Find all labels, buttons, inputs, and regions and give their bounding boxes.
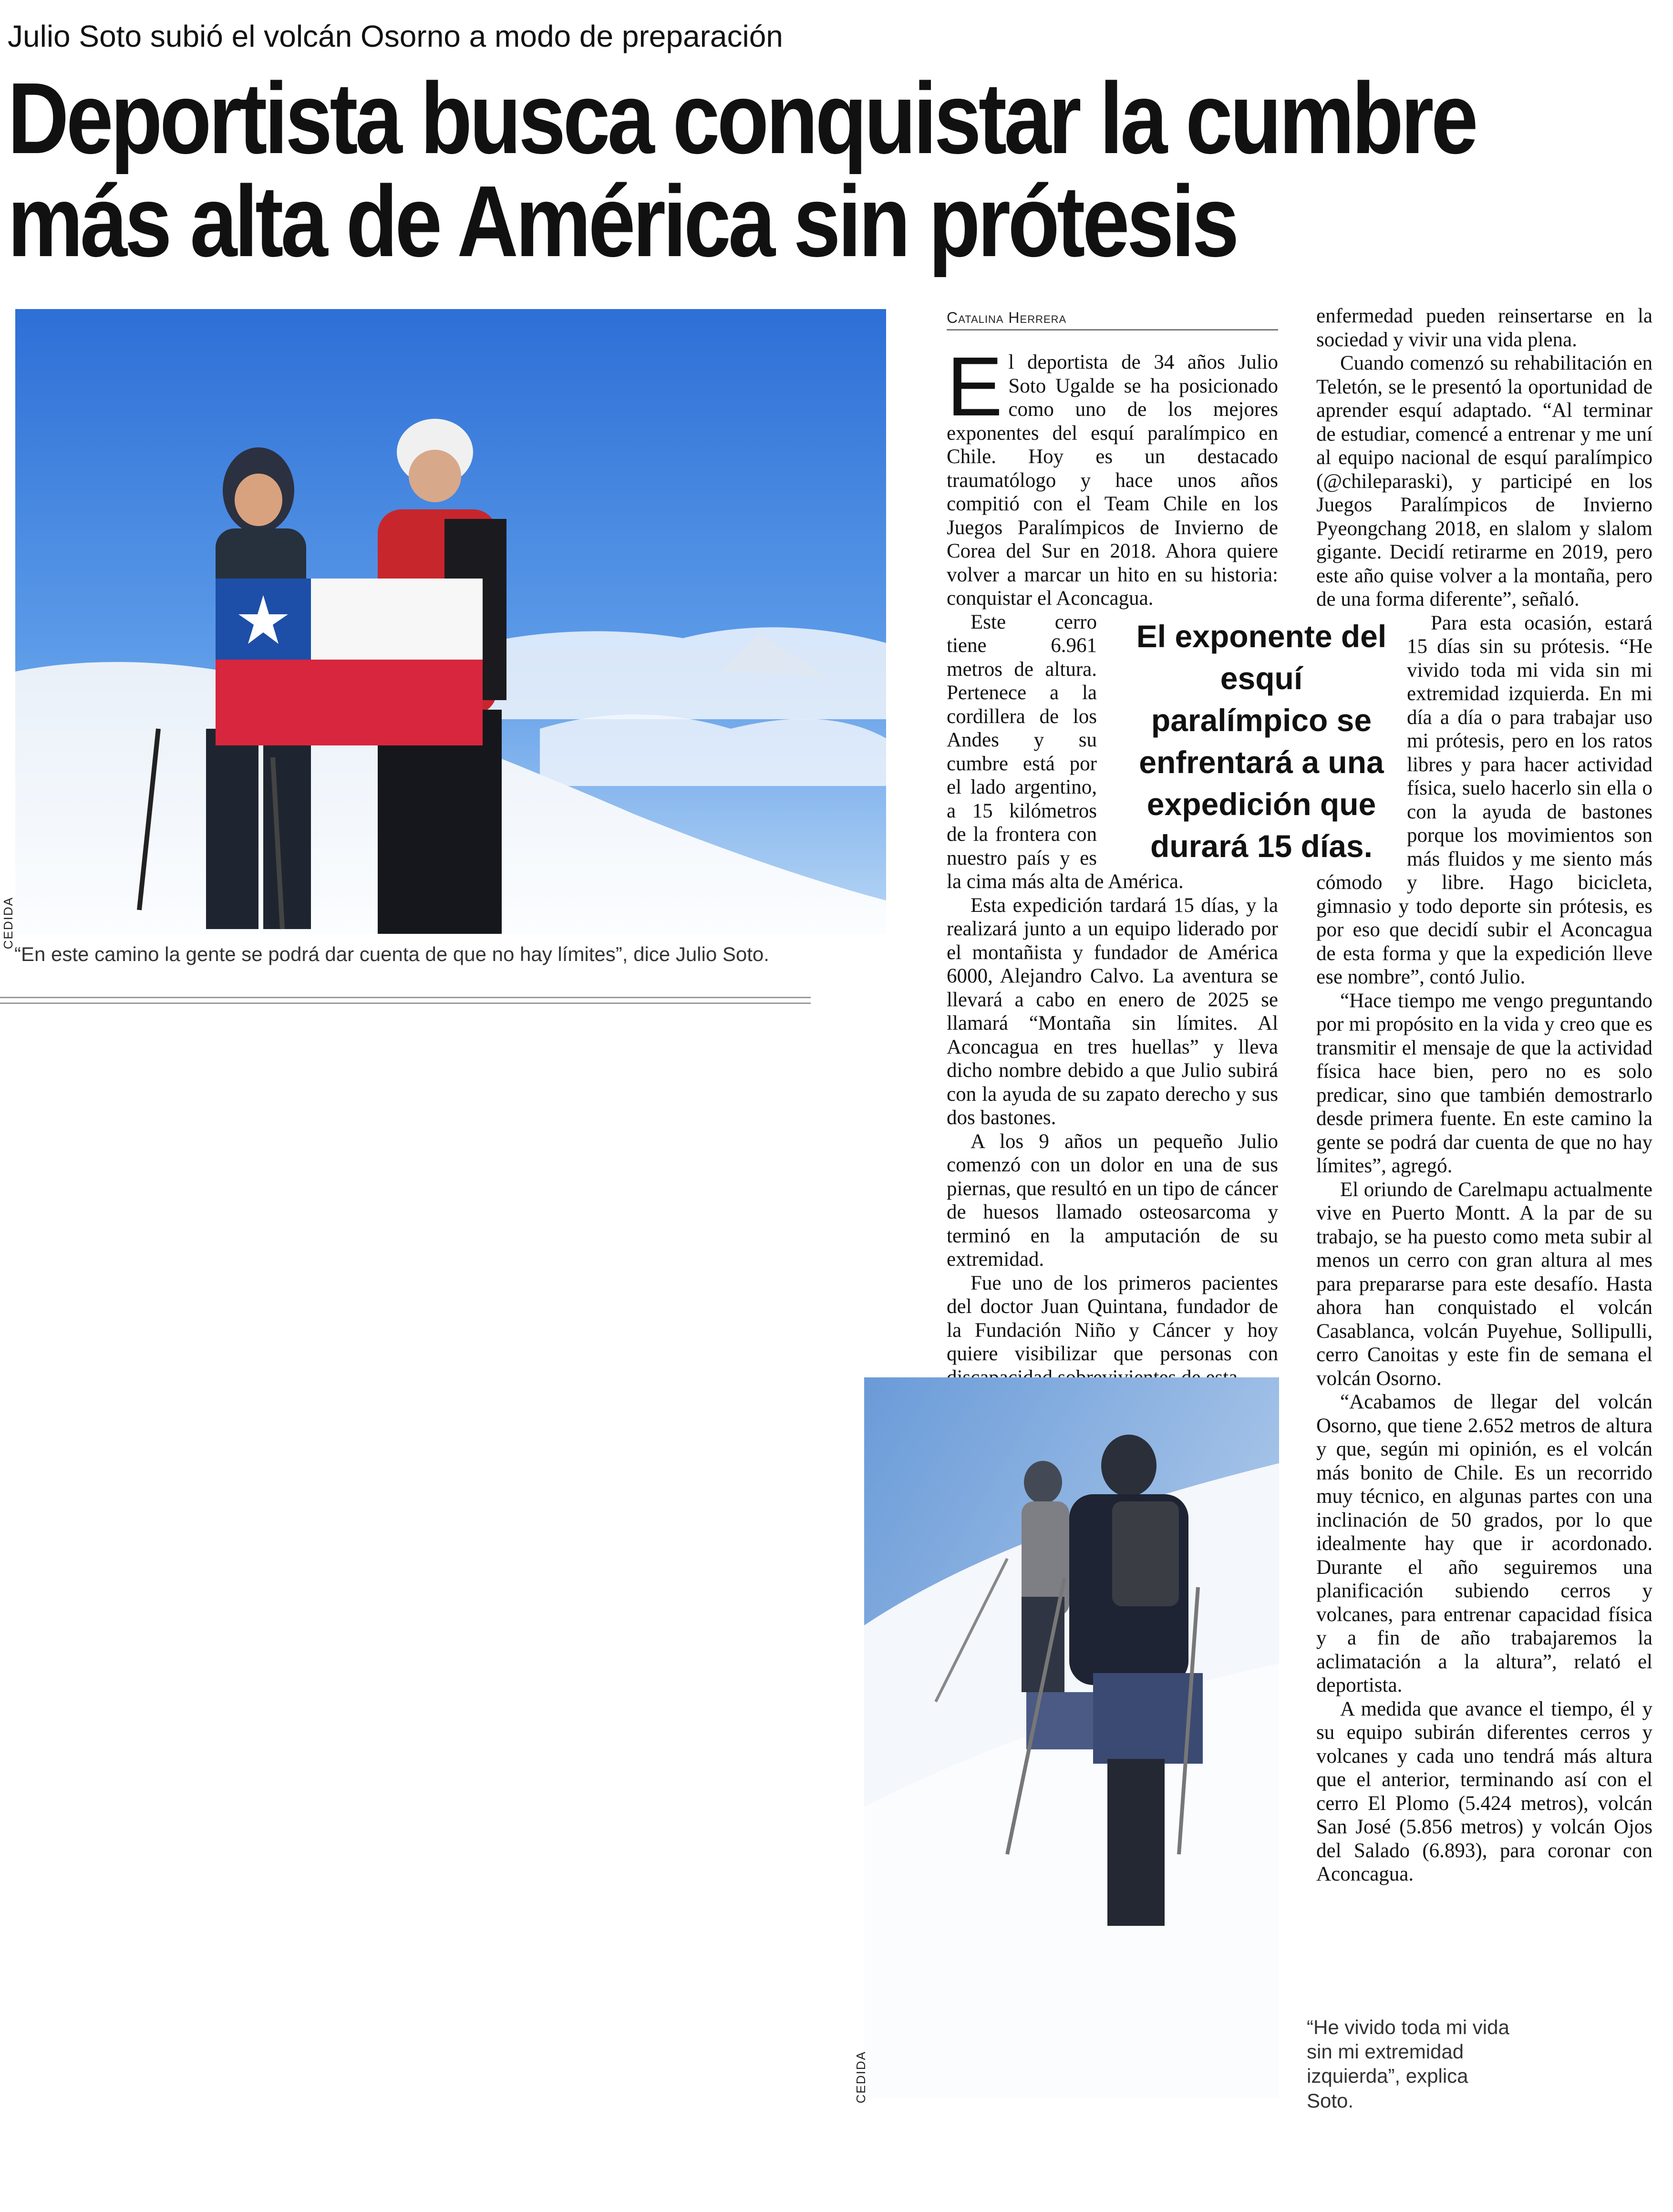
paragraph xyxy=(1316,611,1652,989)
paragraph: “Hace tiempo me vengo preguntando por mi propósito en la vida y creo que es transmitir el mensaje de que la actividad física hace bien, pero no es solo predicar, sino que también demostrarlo desde primera fuente. En este camino la gente se podrá dar cuenta de que no hay límites”, agregó. xyxy=(1316,989,1652,1177)
photo-credit: CEDIDA xyxy=(1,897,15,950)
drop-cap: E xyxy=(947,340,1003,434)
paragraph: A los 9 años un pequeño Julio comenzó con un dolor en una de sus piernas, que resultó en un tipo de cáncer de huesos llamado osteosarcoma y terminó en la amputación de su extremidad. xyxy=(947,1130,1278,1271)
paragraph-text: Cuando comenzó su rehabilitación en Teletón, se le presentó la oportunidad de aprender esquí adaptado. “Al terminar de estudiar, comencé a entrenar y me uní al equipo nacional de esquí paralímpico (@chileparaski), y participé en los Juegos Paralímpicos de Invierno Pyeongchang 2018, en slalom y slalom gigante. Decidí retirarme en 2019, pero este año quise volver a la montaña, pero de una forma diferente”, señaló. xyxy=(1316,352,1652,610)
paragraph: A medida que avance el tiempo, él y su equipo subirán diferentes cerros y volcanes y cada uno tendrá más altura que el anterior, terminando así con el cerro El Plomo (5.424 metros), volcán San José (5.856 metros) y volcán Ojos del Salado (6.893), para coronar con Aconcagua. xyxy=(1316,1697,1652,1885)
byline-rule xyxy=(947,329,1278,331)
paragraph xyxy=(947,340,1278,610)
headline-line-2: más alta de América sin prótesis xyxy=(8,165,1237,278)
climbing-photo-image xyxy=(864,1377,1279,2098)
paragraph: Esta expedición tardará 15 días, y la realizará junto a un equipo liderado por el montañista y fundador de América 6000, Alejandro Calvo. La aventura se llevará a cabo en enero de 2025 se llamará “Montaña sin límites. Al Aconcagua en tres huellas” y lleva dicho nombre debido a que Julio subirá con la ayuda de su zapato derecho y sus dos bastones. xyxy=(947,894,1278,1129)
paragraph xyxy=(1316,351,1652,611)
kicker: Julio Soto subió el volcán Osorno a modo de preparación xyxy=(8,19,783,53)
headline-line-1: Deportista busca conquistar la cumbre xyxy=(8,62,1476,175)
photo-caption: “He vivido toda mi vida sin mi extremidad izquierda”, explica Soto. xyxy=(1307,2016,1509,2112)
article-body-column-2 xyxy=(1316,304,1652,1886)
article-body-column-1 xyxy=(947,340,1278,1389)
summit-photo-image xyxy=(15,309,886,934)
byline: Catalina Herrera xyxy=(947,309,1067,326)
paragraph: enfermedad pueden reinsertarse en la sociedad y vivir una vida plena. xyxy=(1316,305,1652,351)
pull-quote-spacer xyxy=(1316,611,1407,869)
divider xyxy=(0,1003,811,1004)
pull-quote: El exponente del esquí paralímpico se enfrentará a una expedición que durará 15 días. xyxy=(1136,619,1387,864)
paragraph-text: Para esta ocasión, estará 15 días sin su prótesis. “He vivido toda mi vida sin mi extremidad izquierda. En mi día a día o para trabajar uso mi prótesis, pero en los ratos libres y para hacer actividad física, suelo hacerlo sin ella o con la ayuda de bastones porque los movimientos son más fluidos y me siento más cómodo y libre. Hago bicicleta, gimnasio y todo deporte sin prótesis, es por eso que decidí subir el Aconcagua de esta forma y que la expedición lleve ese nombre”, contó Julio. xyxy=(1316,611,1652,988)
summit-photo xyxy=(15,309,886,934)
paragraph: “Acabamos de llegar del volcán Osorno, que tiene 2.652 metros de altura y que, según mi opinión, es el volcán más bonito de Chile. Es un recorrido muy técnico, en algunas partes con una inclinación de 50 grados, por lo que idealmente hay que ir acordonado. Durante el año seguiremos una planificación subiendo cerros y volcanes, para entrenar capacidad física y a fin de año trabajaremos la aclimatación a la altura”, relató el deportista. xyxy=(1316,1391,1652,1696)
paragraph-text: Este cerro tiene 6.961 metros de altura. Pertenece a la cordillera de los Andes y su cumbre está por el lado argentino, a 15 kilómetros de la frontera con nuestro país y es la cima más alta de América. xyxy=(947,610,1184,893)
photo-caption: “En este camino la gente se podrá dar cuenta de que no hay límites”, dice Julio Soto. xyxy=(14,943,769,965)
divider xyxy=(0,997,811,998)
headline xyxy=(8,62,1476,278)
paragraph: Fue uno de los primeros pacientes del doctor Juan Quintana, fundador de la Fundación Niño y Cáncer y hoy quiere visibilizar que personas con xyxy=(947,1271,1278,1365)
climbing-photo xyxy=(864,1377,1279,2098)
photo-credit: CEDIDA xyxy=(854,2051,868,2104)
lead-paragraph: l deportista de 34 años Julio Soto Ugalde se ha posicionado como uno de los mejores exponentes del esquí paralímpico en Chile. Hoy es un destacado traumatólogo y hace unos años compitió con el Team Chile en los Juegos Paralímpicos de Invierno de Corea del Sur en 2018. Ahora quiere volver a marcar un hito en su historia: conquistar el Aconcagua. xyxy=(947,351,1278,610)
paragraph: El oriundo de Carelmapu actualmente vive en Puerto Montt. A la par de su trabajo, se ha puesto como meta subir al menos un cerro con gran altura al mes para prepararse para este desafío. Hasta ahora han conquistado el volcán Casablanca, volcán Puyehue, Sollipulli, cerro Canoitas y este fin de semana el volcán Osorno. xyxy=(1316,1178,1652,1390)
